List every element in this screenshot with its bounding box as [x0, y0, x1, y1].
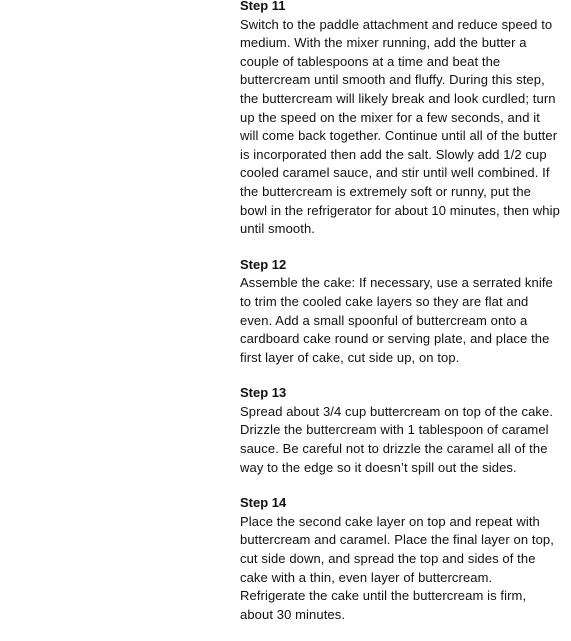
step-11	[240, 0, 560, 239]
step-title: Step 13	[240, 385, 287, 401]
step-instructions: Place the second cake layer on top and repeat with buttercream and caramel. Place the final layer on top, cut side down, and spread the top and sides of the cake with a thin, even layer of buttercream. Refrigerate the cake until the buttercream is firm, about 30 minutes.	[240, 513, 554, 622]
step-title: Step 14	[240, 495, 287, 511]
step-instructions: Spread about 3/4 cup buttercream on top of the cake. Drizzle the buttercream with 1 tablespoon of caramel sauce. Be careful not to drizzle the caramel all of the way to the edge so it doesn’t spill out the sides.	[240, 403, 554, 475]
step-title: Step 12	[240, 256, 287, 272]
step-title: Step 11	[240, 0, 286, 13]
step-12	[240, 256, 560, 368]
step-14	[240, 494, 560, 624]
step-13	[240, 384, 560, 477]
step-instructions: Assemble the cake: If necessary, use a serrated knife to trim the cooled cake layers so they are flat and even. Add a small spoonful of buttercream onto a cardboard cake round or serving plate, and place the first layer of cake, cut side up, on top.	[240, 275, 553, 365]
recipe-steps	[240, 0, 560, 641]
step-instructions: Switch to the paddle attachment and reduce speed to medium. With the mixer running, add the butter a couple of tablespoons at a time and beat the buttercream until smooth and fluffy. During this step, the buttercream will likely break and look curdled; turn up the speed on the mixer for a few seconds, and it will come back together. Continue until all of the butter is incorporated then add the salt. Slowly add 1/2 cup cooled caramel sauce, and stir until well combined. If the buttercream is extremely soft or runny, put the bowl in the refrigerator for about 10 minutes, then whip until smooth.	[240, 16, 560, 237]
